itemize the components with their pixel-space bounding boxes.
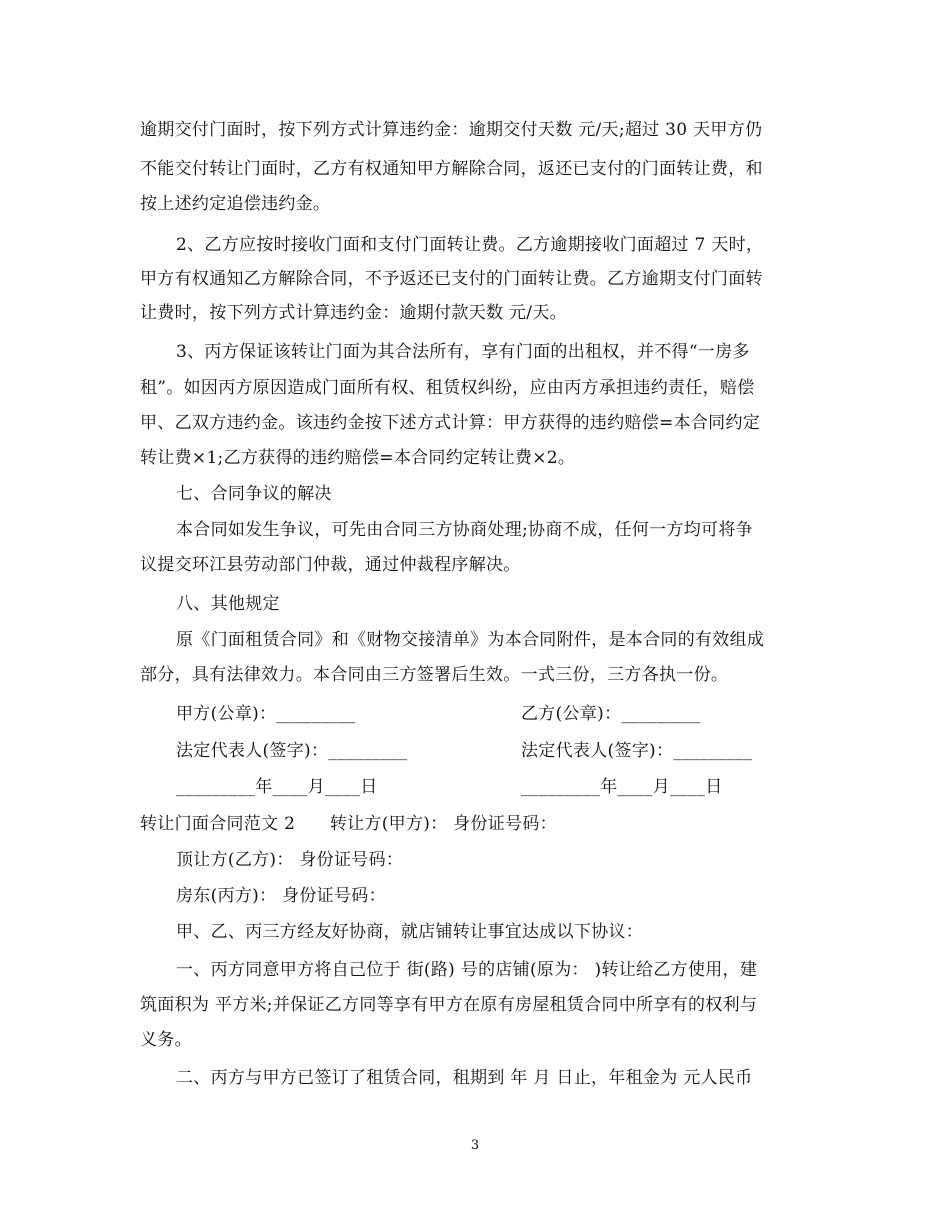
paragraph-line: 按上述约定追偿违约金。: [140, 194, 331, 214]
paragraph-line: 原《门面租赁合同》和《财物交接清单》为本合同附件，是本合同的有效组成: [176, 630, 765, 650]
paragraph-line: 3、丙方保证该转让门面为其合法所有，享有门面的出租权，并不得“一房多: [176, 342, 750, 362]
paragraph-line: 二、丙方与甲方已签订了租赁合同，租期到 年 月 日止，年租金为 元人民币: [176, 1068, 753, 1088]
paragraph-line: 筑面积为 平方米;并保证乙方同等享有甲方在原有房屋租赁合同中所享有的权利与: [140, 995, 758, 1015]
signature-rep-b: 法定代表人(签字)：_________: [521, 741, 753, 761]
paragraph-line: 让费时，按下列方式计算违约金：逾期付款天数 元/天。: [140, 303, 567, 323]
signature-date-a: _________年____月____日: [176, 777, 378, 797]
paragraph-line: 甲方有权通知乙方解除合同，不予返还已支付的门面转让费。乙方逾期支付门面转: [140, 269, 763, 289]
paragraph-line: 部分，具有法律效力。本合同由三方签署后生效。一式三份，三方各执一份。: [140, 665, 729, 685]
signature-party-a: 甲方(公章)：_________: [176, 704, 356, 724]
signature-date-b: _________年____月____日: [521, 777, 723, 797]
section-heading: 七、合同争议的解决: [176, 484, 332, 504]
section-heading: 八、其他规定: [176, 594, 280, 614]
page-number: 3: [470, 1138, 480, 1153]
contract2-landlord: 房东(丙方)： 身份证号码：: [176, 886, 386, 906]
contract2-intro: 甲、乙、丙三方经友好协商，就店铺转让事宜达成以下协议：: [176, 922, 644, 942]
paragraph-line: 义务。: [140, 1030, 192, 1050]
paragraph-line: 议提交环江县劳动部门仲裁，通过仲裁程序解决。: [140, 555, 521, 575]
paragraph-line: 不能交付转让门面时，乙方有权通知甲方解除合同，返还已支付的门面转让费，和: [140, 159, 763, 179]
contract2-title-line: 转让门面合同范文 2 转让方(甲方)： 身份证号码：: [140, 814, 557, 834]
paragraph-line: 租”。如因丙方原因造成门面所有权、租赁权纠纷，应由丙方承担违约责任，赔偿: [140, 378, 755, 398]
paragraph-line: 甲、乙双方违约金。该违约金按下述方式计算：甲方获得的违约赔偿=本合同约定: [140, 413, 761, 433]
paragraph-line: 一、丙方同意甲方将自己位于 街(路) 号的店铺(原为： )转让给乙方使用，建: [176, 960, 758, 980]
paragraph-line: 逾期交付门面时，按下列方式计算违约金：逾期交付天数 元/天;超过 30 天甲方仍: [140, 120, 763, 140]
contract2-transferee: 顶让方(乙方)： 身份证号码：: [176, 850, 404, 870]
paragraph-line: 2、乙方应按时接收门面和支付门面转让费。乙方逾期接收门面超过 7 天时，: [176, 235, 764, 255]
signature-rep-a: 法定代表人(签字)：_________: [176, 741, 408, 761]
paragraph-line: 本合同如发生争议，可先由合同三方协商处理;协商不成，任何一方均可将争: [176, 520, 753, 540]
signature-party-b: 乙方(公章)：_________: [521, 704, 701, 724]
paragraph-line: 转让费×1;乙方获得的违约赔偿=本合同约定转让费×2。: [140, 448, 576, 468]
